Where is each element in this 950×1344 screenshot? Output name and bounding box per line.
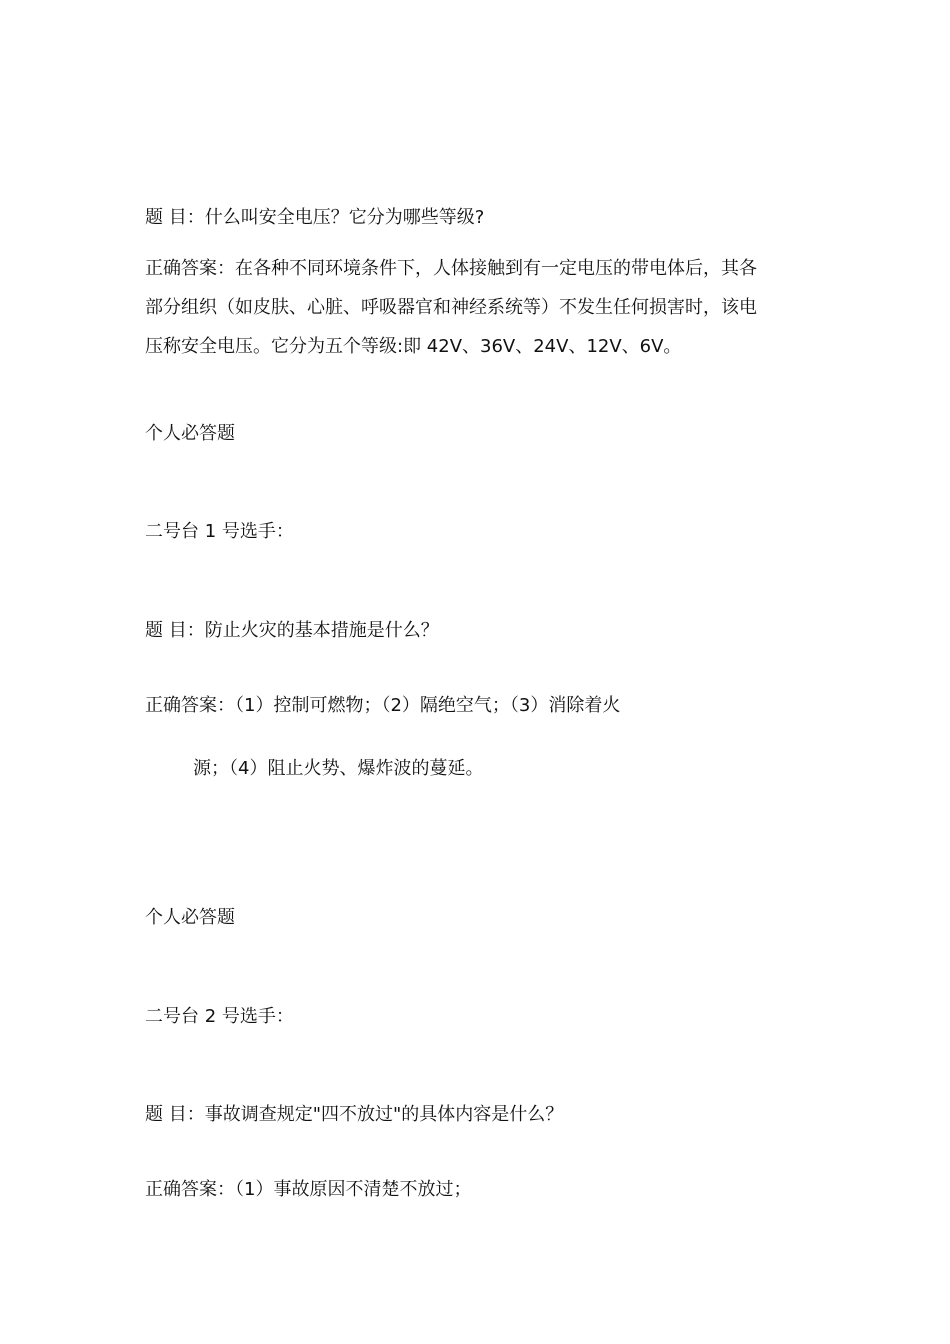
question-line-2: 题 目：防止火灾的基本措施是什么？: [145, 620, 439, 641]
answer-line-2-2: 源；（4）阻止火势、爆炸波的蔓延。: [193, 758, 484, 779]
section-label-2: 个人必答题: [145, 907, 235, 928]
question-line-3: 题 目：事故调查规定"四不放过"的具体内容是什么？: [145, 1104, 564, 1125]
section-label-1: 个人必答题: [145, 423, 235, 444]
answer-line-1-3: 压称安全电压。它分为五个等级:即 42V、36V、24V、12V、6V。: [145, 336, 682, 357]
answer-line-1-2: 部分组织（如皮肤、心脏、呼吸器官和神经系统等）不发生任何损害时，该电: [145, 297, 757, 318]
question-line-1: 题 目：什么叫安全电压？它分为哪些等级?: [145, 207, 485, 228]
answer-line-2-1: 正确答案：（1）控制可燃物；（2）隔绝空气；（3）消除着火: [145, 695, 621, 716]
contestant-line-2: 二号台 2 号选手：: [145, 1006, 294, 1027]
answer-line-1-1: 正确答案：在各种不同环境条件下，人体接触到有一定电压的带电体后，其各: [145, 258, 757, 279]
contestant-line-1: 二号台 1 号选手：: [145, 521, 294, 542]
answer-line-3-1: 正确答案：（1）事故原因不清楚不放过；: [145, 1179, 472, 1200]
